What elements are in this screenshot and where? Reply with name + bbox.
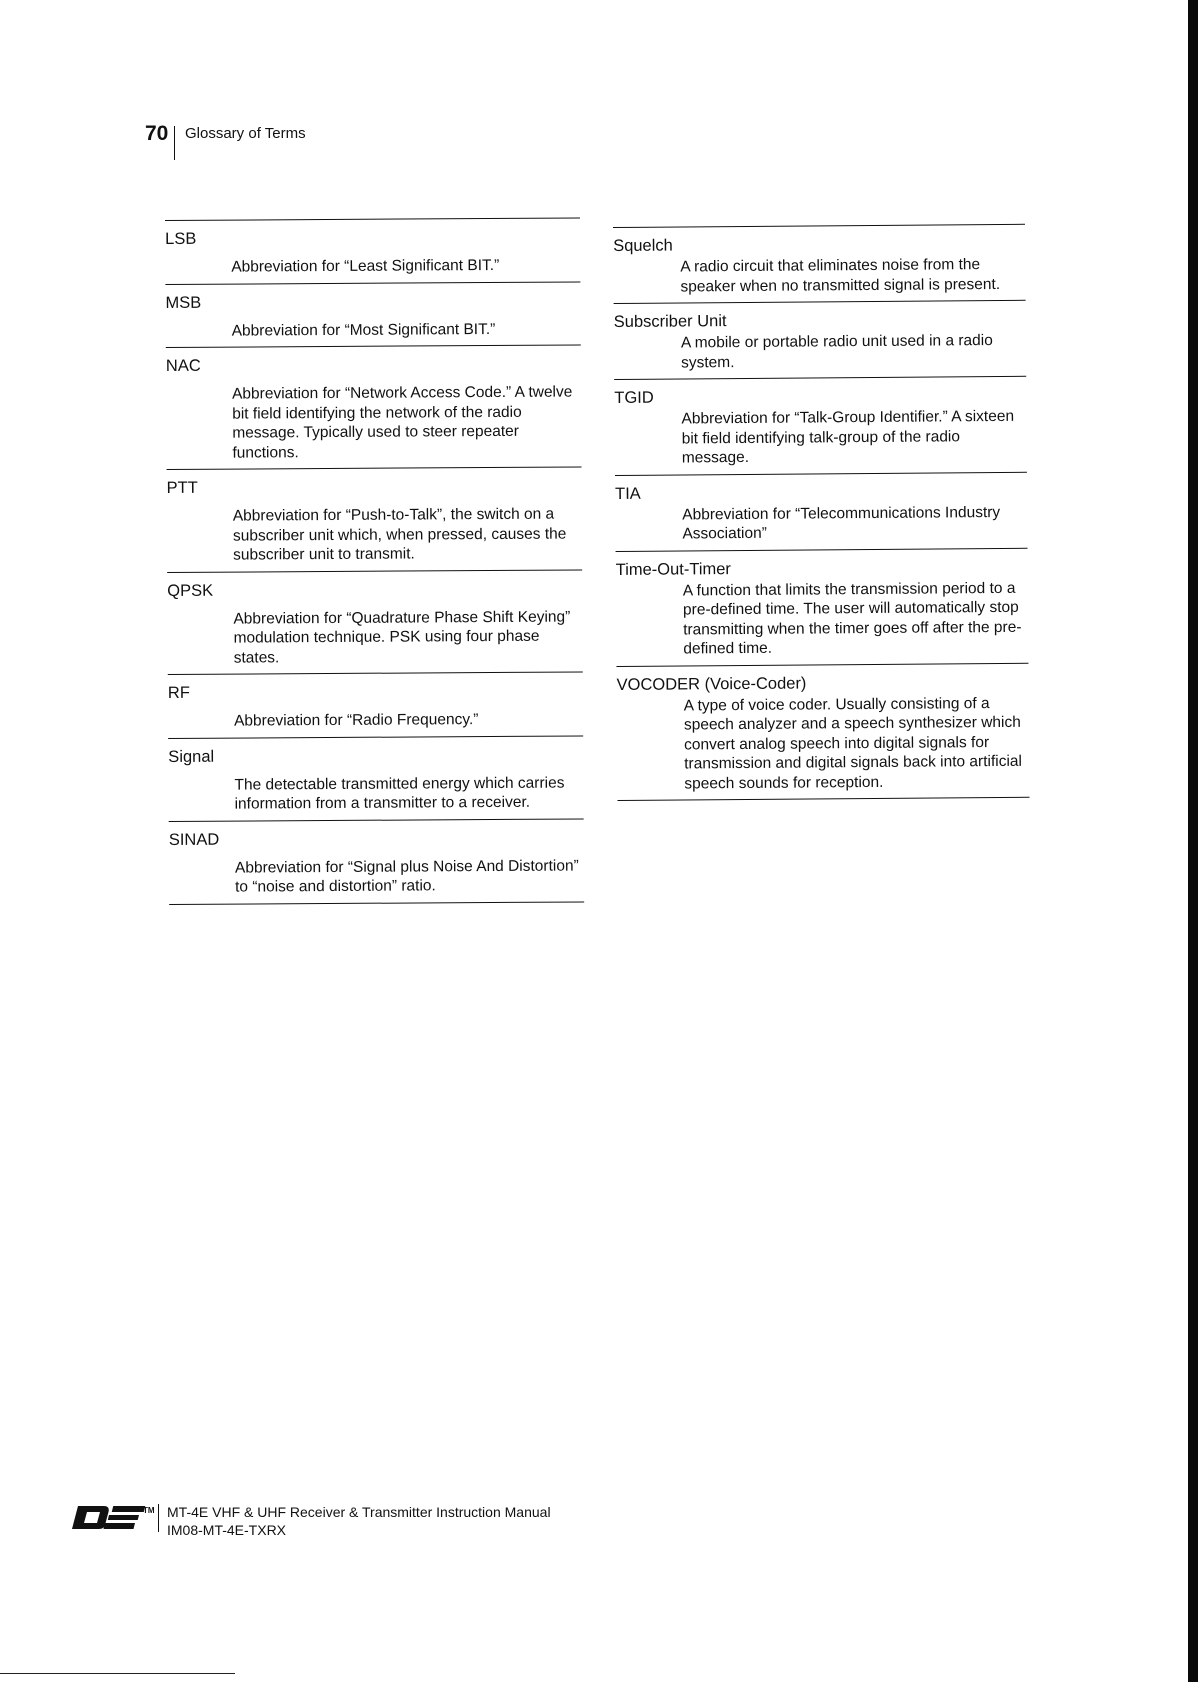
scan-edge-line <box>0 1673 235 1674</box>
glossary-entry-rf <box>168 671 583 737</box>
glossary-entry-msb <box>165 281 580 347</box>
glossary-definition: Abbreviation for “Quadrature Phase Shift Keying” modulation technique. PSK using four phase states. <box>233 608 571 667</box>
header-divider <box>174 126 175 160</box>
glossary-definition: Abbreviation for “Most Significant BIT.” <box>231 320 496 340</box>
glossary-term: SINAD <box>168 830 220 849</box>
glossary-term: QPSK <box>167 581 214 600</box>
glossary-definition: Abbreviation for “Radio Frequency.” <box>234 711 479 730</box>
section-title: Glossary of Terms <box>185 125 306 142</box>
glossary-term: Subscriber Unit <box>613 312 727 331</box>
company-logo <box>70 1503 166 1533</box>
glossary-definition: A type of voice coder. Usually consisting of a speech analyzer and a speech synthesizer which convert analog speech into digital signals for transmission and digital signals back into artificial speech sounds for reception. <box>683 694 1022 792</box>
glossary-entry-lsb <box>165 217 580 283</box>
page-footer <box>70 1500 670 1540</box>
glossary-definition: The detectable transmitted energy which carries information from a transmitter to a receiver. <box>234 774 565 813</box>
glossary-definition: Abbreviation for “Least Significant BIT.” <box>231 256 500 276</box>
svg-text:TM: TM <box>143 1506 155 1515</box>
glossary-definition: Abbreviation for “Signal plus Noise And Distortion” to “noise and distortion” ratio. <box>234 856 579 896</box>
glossary-definition: Abbreviation for “Talk-Group Identifier.” A sixteen bit field identifying talk-group of the radio message. <box>681 407 1015 467</box>
glossary-term: TGID <box>614 388 654 407</box>
manual-title: MT-4E VHF & UHF Receiver & Transmitter Instruction Manual <box>167 1504 551 1520</box>
document-code: IM08-MT-4E-TXRX <box>167 1522 287 1538</box>
glossary-term: Squelch <box>613 236 673 255</box>
glossary-definition: Abbreviation for “Telecommunications Industry Association” <box>682 503 1001 543</box>
glossary-definition: Abbreviation for “Network Access Code.” A twelve bit field identifying the network of the radio message. Typically used to steer repeater functions. <box>232 383 573 462</box>
glossary-term: Signal <box>168 747 215 766</box>
glossary-entry-tgid <box>614 376 1027 475</box>
glossary-entry-subscriber-unit <box>614 300 1027 379</box>
glossary-definition: A function that limits the transmission period to a pre-defined time. The user will automatically stop transmitting when the timer goes off after the pre-defined time. <box>682 579 1022 658</box>
glossary-term: NAC <box>165 356 201 375</box>
page-edge-shadow <box>1188 0 1198 1682</box>
glossary-entry-ptt <box>167 466 583 571</box>
glossary-term: RF <box>167 683 190 702</box>
glossary-entry-qpsk <box>167 569 583 674</box>
glossary-entry-time-out-timer <box>616 547 1029 665</box>
footer-divider <box>158 1504 159 1532</box>
glossary-term: PTT <box>166 478 198 497</box>
glossary-entry-signal <box>168 735 583 821</box>
glossary-definition: A mobile or portable radio unit used in a radio system. <box>680 332 993 371</box>
glossary-definition: Abbreviation for “Push-to-Talk”, the switch on a subscriber unit which, when pressed, causes the subscriber unit to transmit. <box>232 505 567 564</box>
page-number: 70 <box>145 122 169 145</box>
glossary-term: VOCODER (Voice-Coder) <box>616 673 807 694</box>
glossary-entry-nac <box>166 344 582 469</box>
glossary-column-right <box>613 224 1029 801</box>
glossary-term: LSB <box>165 229 197 248</box>
glossary-term: MSB <box>165 293 202 312</box>
glossary-definition: A radio circuit that eliminates noise from the speaker when no transmitted signal is present. <box>680 256 1001 295</box>
glossary-term: TIA <box>615 484 641 503</box>
glossary-entry-sinad <box>169 818 585 905</box>
glossary-term: Time-Out-Timer <box>615 559 731 579</box>
glossary-entry-vocoder <box>616 662 1029 801</box>
glossary-entry-tia <box>615 471 1028 550</box>
glossary-entry-squelch <box>613 224 1026 303</box>
glossary-column-left <box>165 217 584 904</box>
